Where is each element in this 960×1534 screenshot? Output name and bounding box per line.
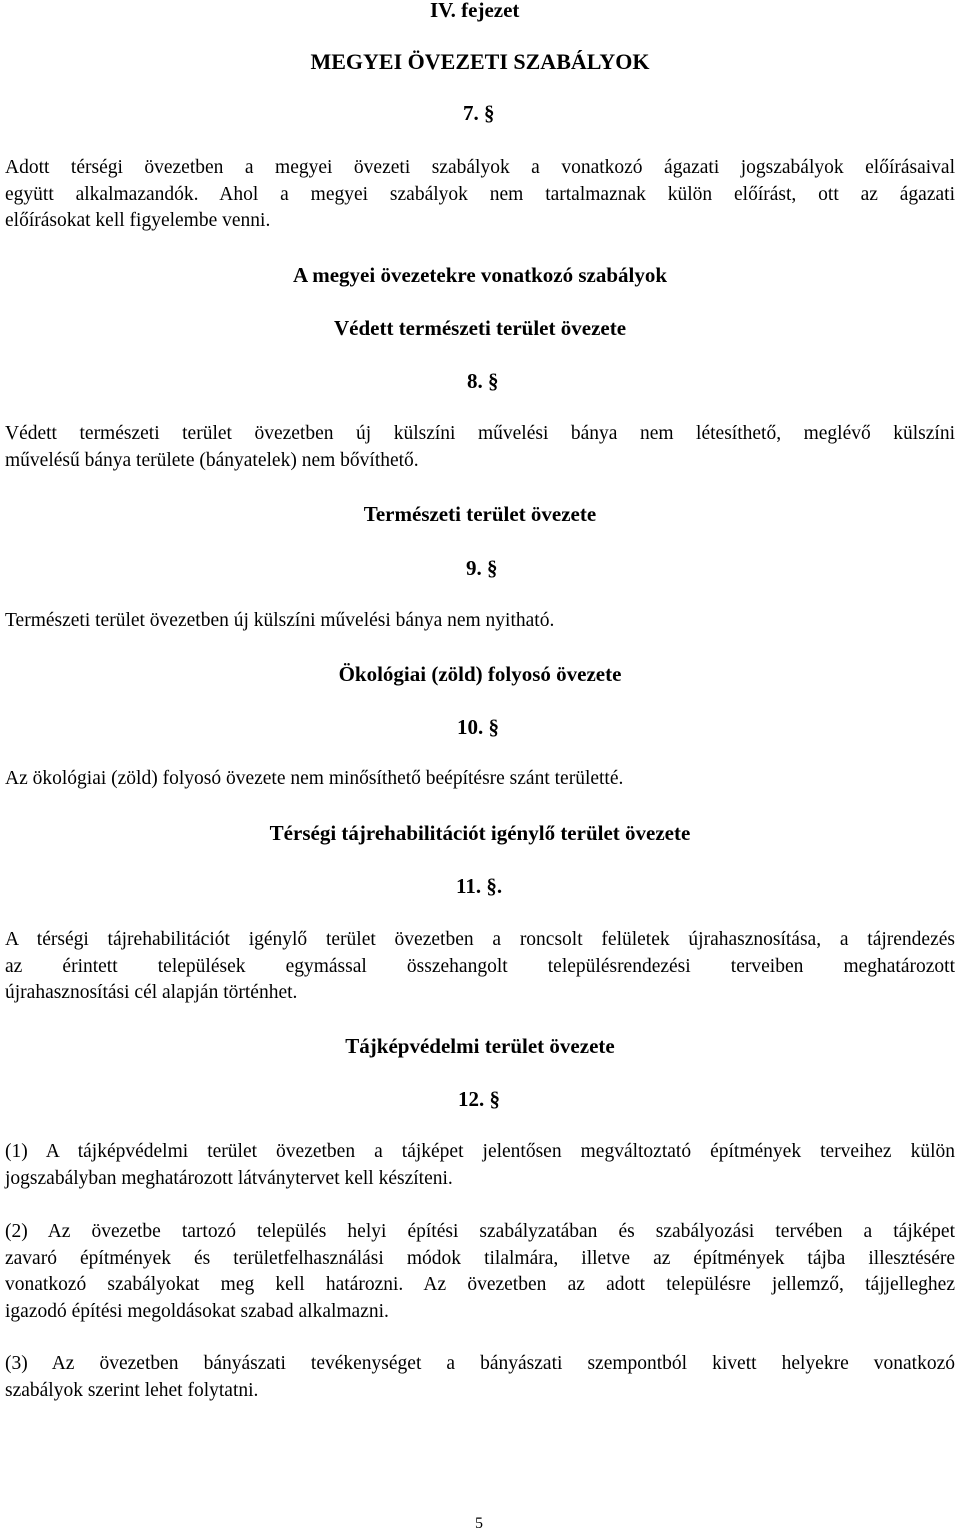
section-8-number: 8. § [467,369,499,393]
text-line: jogszabályban meghatározott látványtervet kell készíteni. [5,1167,453,1189]
page-number: 5 [475,1515,483,1532]
text-line: újrahasznosítási cél alapján történhet. [5,982,298,1003]
chapter-title: MEGYEI ÖVEZETI SZABÁLYOK [310,49,650,74]
text-line: (2) Az övezetbe tartozó település helyi építési szabályzatában és szabályozási tervében a tájképet [5,1221,955,1242]
section-12-paragraph-2 [5,1219,955,1325]
section-9-heading: Természeti terület övezete [363,502,597,526]
section-11-heading: Térségi tájrehabilitációt igénylő terület övezete [269,821,691,845]
text-line: együtt alkalmazandók. Ahol a megyei szabályok nem tartalmaznak külön előírást, ott az ágazati [5,183,955,205]
section-12-paragraph-1 [5,1139,955,1192]
text-line: művelésű bánya területe (bányatelek) nem bővíthető. [5,449,419,471]
section-10-heading: Ökológiai (zöld) folyosó övezete [338,662,622,686]
text-line: vonatkozó szabályokat meg kell határozni. Az övezetben az adott településre jellemző, tájjelleghez [5,1274,955,1295]
section-9-text [5,608,955,635]
section-7-number: 7. § [463,101,495,125]
text-line: szabályok szerint lehet folytatni. [5,1379,259,1401]
section-10-number: 10. § [457,715,499,739]
section-9-number: 9. § [466,556,498,580]
text-line: Természeti terület övezetben új külszíni művelési bánya nem nyitható. [5,610,555,631]
text-line: (3) Az övezetben bányászati tevékenységet a bányászati szempontból kivett helyekre vonatkozó [5,1353,955,1374]
text-line: az érintett települések egymással összehangolt településrendezési terveiben meghatározott [5,955,955,977]
text-line: igazodó építési megoldásokat szabad alkalmazni. [5,1300,389,1322]
text-line: Az ökológiai (zöld) folyosó övezete nem minősíthető beépítésre szánt területté. [5,768,624,789]
section-12-heading: Tájképvédelmi terület övezete [345,1034,615,1058]
section-12-paragraph-3 [5,1351,955,1404]
section-11-number: 11. §. [456,874,503,898]
text-line: A térségi tájrehabilitációt igénylő terület övezetben a roncsolt felületek újrahasznosítása, a tájrendezés [5,929,955,950]
section-12-number: 12. § [458,1087,500,1111]
chapter-number: IV. fejezet [430,0,520,22]
text-line: Védett természeti terület övezetben új külszíni művelési bánya nem létesíthető, meglévő külszíni [5,423,955,444]
section-11-text [5,927,955,1007]
text-line: előírásokat kell figyelembe venni. [5,210,271,231]
text-line: Adott térségi övezetben a megyei övezeti szabályok a vonatkozó ágazati jogszabályok előírásaival [5,157,955,178]
rules-subtitle: A megyei övezetekre vonatkozó szabályok [292,263,668,287]
text-line: zavaró építmények és területfelhasználási módok tilalmára, illetve az építmények tájba illesztésére [5,1247,955,1269]
section-8-text [5,421,955,474]
text-line: (1) A tájképvédelmi terület övezetben a tájképet jelentősen megváltoztató építmények terveihez külön [5,1141,955,1162]
section-10-text [5,766,955,793]
section-7-text [5,155,955,235]
section-8-heading: Védett természeti terület övezete [333,316,627,340]
